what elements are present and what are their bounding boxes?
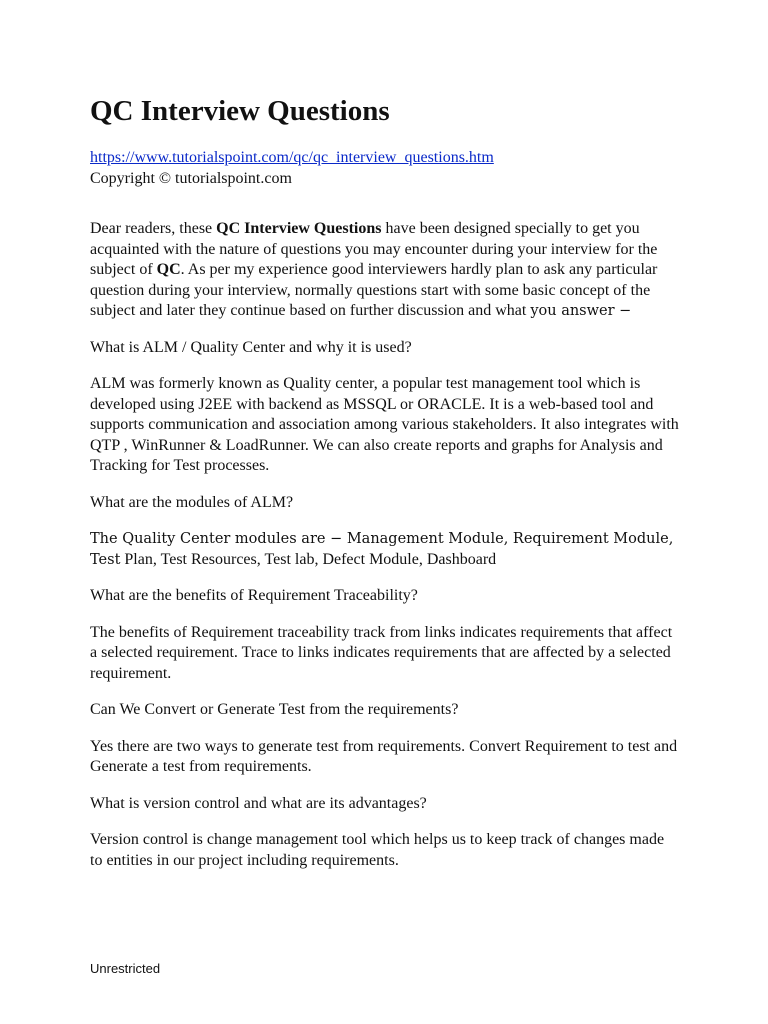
source-link[interactable]: https://www.tutorialspoint.com/qc/qc_interview_questions.htm xyxy=(90,149,494,166)
article-body xyxy=(90,219,680,871)
question-3: What are the benefits of Requirement Traceability? xyxy=(90,587,418,604)
copyright-text: Copyright © tutorialspoint.com xyxy=(90,170,292,187)
question-4: Can We Convert or Generate Test from the requirements? xyxy=(90,701,459,718)
answer-2-rest: Plan, Test Resources, Test lab, Defect Module, Dashboard xyxy=(120,550,497,568)
answer-2 xyxy=(90,529,680,570)
intro-paragraph xyxy=(90,219,680,322)
intro-text-1: Dear readers, these xyxy=(90,220,217,237)
answer-1: ALM was formerly known as Quality center, a popular test management tool which is developed using J2EE with backend as MSSQL or ORACLE. It is a web-based tool and supports communication and association among various stakeholders. It also integrates with QTP , WinRunner & LoadRunner. We can also create reports and graphs for Analysis and Tracking for Test processes. xyxy=(90,375,679,474)
intro-text-2: have been designed specially to get you acquainted with the nature of questions you may encounter during your interview for the subject of xyxy=(90,220,658,278)
question-5: What is version control and what are its advantages? xyxy=(90,794,427,812)
intro-bold-2: QC xyxy=(156,261,181,278)
question-2: What are the modules of ALM? xyxy=(90,493,294,511)
intro-bold-1: QC Interview Questions xyxy=(216,220,382,237)
intro-tail: you answer − xyxy=(530,303,632,319)
answer-2-lead: The Quality Center modules are − Management Module, Requirement Module, Test xyxy=(90,531,674,568)
answer-5: Version control is change management tool which helps us to keep track of changes made to entities in our project including requirements. xyxy=(90,831,665,869)
answer-3: The benefits of Requirement traceability track from links indicates requirements that affect a selected requirement. Trace to links indicates requirements that are affected by a selected requirement. xyxy=(90,623,673,682)
page-title: QC Interview Questions xyxy=(90,95,390,127)
intro-text-3: . As per my experience good interviewers hardly plan to ask any particular question during your interview, normally questions start with some basic concept of the subject and later they continue based on further discussion and what xyxy=(90,261,658,319)
source-block xyxy=(90,147,690,189)
classification-label: Unrestricted xyxy=(90,961,161,976)
answer-4: Yes there are two ways to generate test from requirements. Convert Requirement to test and Generate a test from requirements. xyxy=(90,737,678,775)
question-1: What is ALM / Quality Center and why it is used? xyxy=(90,338,412,356)
